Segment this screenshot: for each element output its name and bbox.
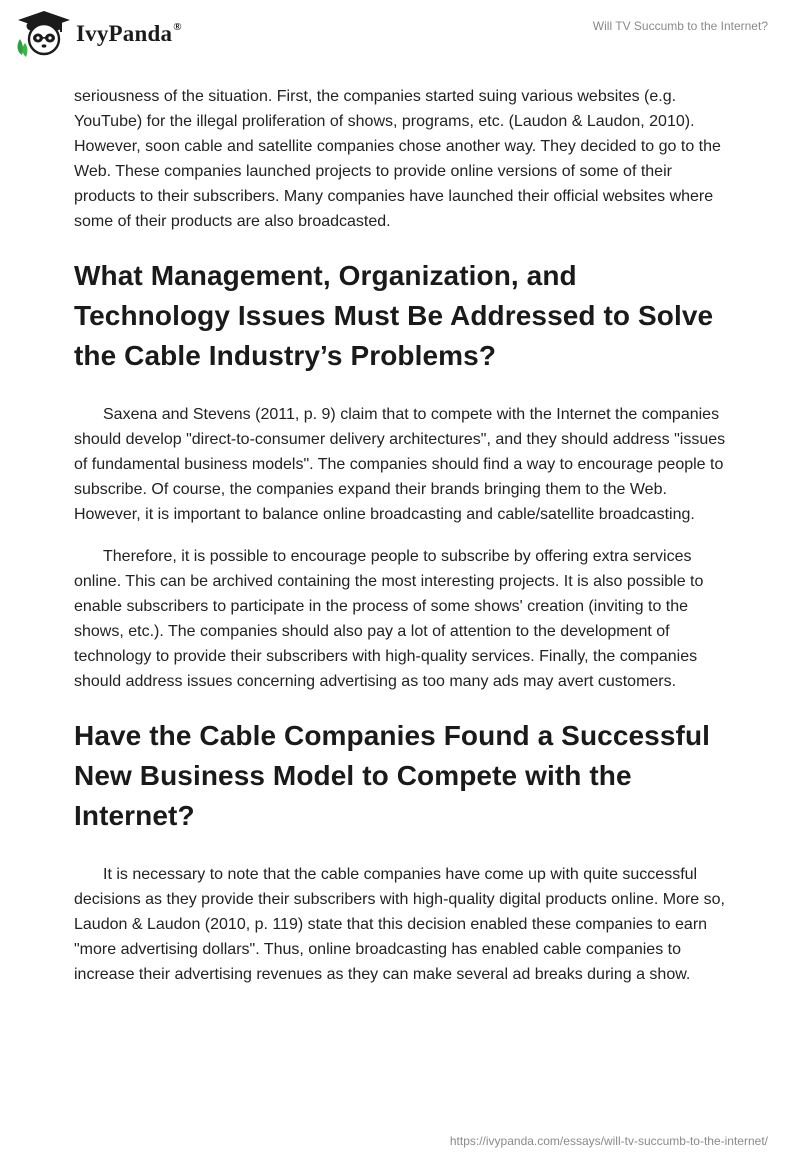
paragraph: Therefore, it is possible to encourage people to subscribe by offering extra services online. This can be archived containing the most interesting projects. It is also possible to enable subscribers to participate in the process of some shows' creation (inviting to the shows, etc.). The companies should also pay a lot of attention to the development of technology to provide their subscribers with high-quality services. Finally, the companies should address issues concerning advertising as too many ads may avert customers. — [74, 548, 704, 690]
source-url[interactable]: https://ivypanda.com/essays/will-tv-succumb-to-the-internet/ — [449, 1134, 768, 1148]
page-header — [0, 0, 800, 70]
brand-text: IvyPanda — [76, 21, 173, 46]
ivypanda-logo[interactable] — [14, 8, 182, 60]
section-heading-business-model: Have the Cable Companies Found a Successful New Business Model to Compete with the Internet? — [74, 720, 711, 831]
paragraph: It is necessary to note that the cable companies have come up with quite successful decisions as they provide their subscribers with high-quality digital products online. More so, Laudon & Laudon (2010, p. 119) state that this decision enabled these companies to earn "more advertising dollars". Thus, online broadcasting has enabled cable companies to increase their advertising revenues as they can make several ad breaks during a show. — [74, 866, 725, 983]
essay-content — [74, 84, 734, 1004]
document-title: Will TV Succumb to the Internet? — [592, 19, 768, 33]
paragraph-continued: seriousness of the situation. First, the companies started suing various websites (e.g. YouTube) for the illegal proliferation of shows, programs, etc. (Laudon & Laudon, 2010). However, soon cable and satellite companies chose another way. They decided to go to the Web. These companies launched projects to provide online versions of some of their products to their subscribers. Many companies have launched their official websites where some of their products are also broadcasted. — [74, 88, 721, 230]
registered-mark: ® — [173, 21, 182, 34]
panda-graduate-icon — [14, 9, 70, 59]
section-heading-management-issues: What Management, Organization, and Technology Issues Must Be Addressed to Solve the Cable Industry’s Problems? — [74, 260, 714, 371]
brand-name — [76, 21, 182, 47]
paragraph: Saxena and Stevens (2011, p. 9) claim that to compete with the Internet the companies should develop "direct-to-consumer delivery architectures", and they should address "issues of fundamental business models". The companies should find a way to encourage people to subscribe. Of course, the companies expand their brands bringing them to the Web. However, it is important to balance online broadcasting and cable/satellite broadcasting. — [74, 406, 726, 523]
